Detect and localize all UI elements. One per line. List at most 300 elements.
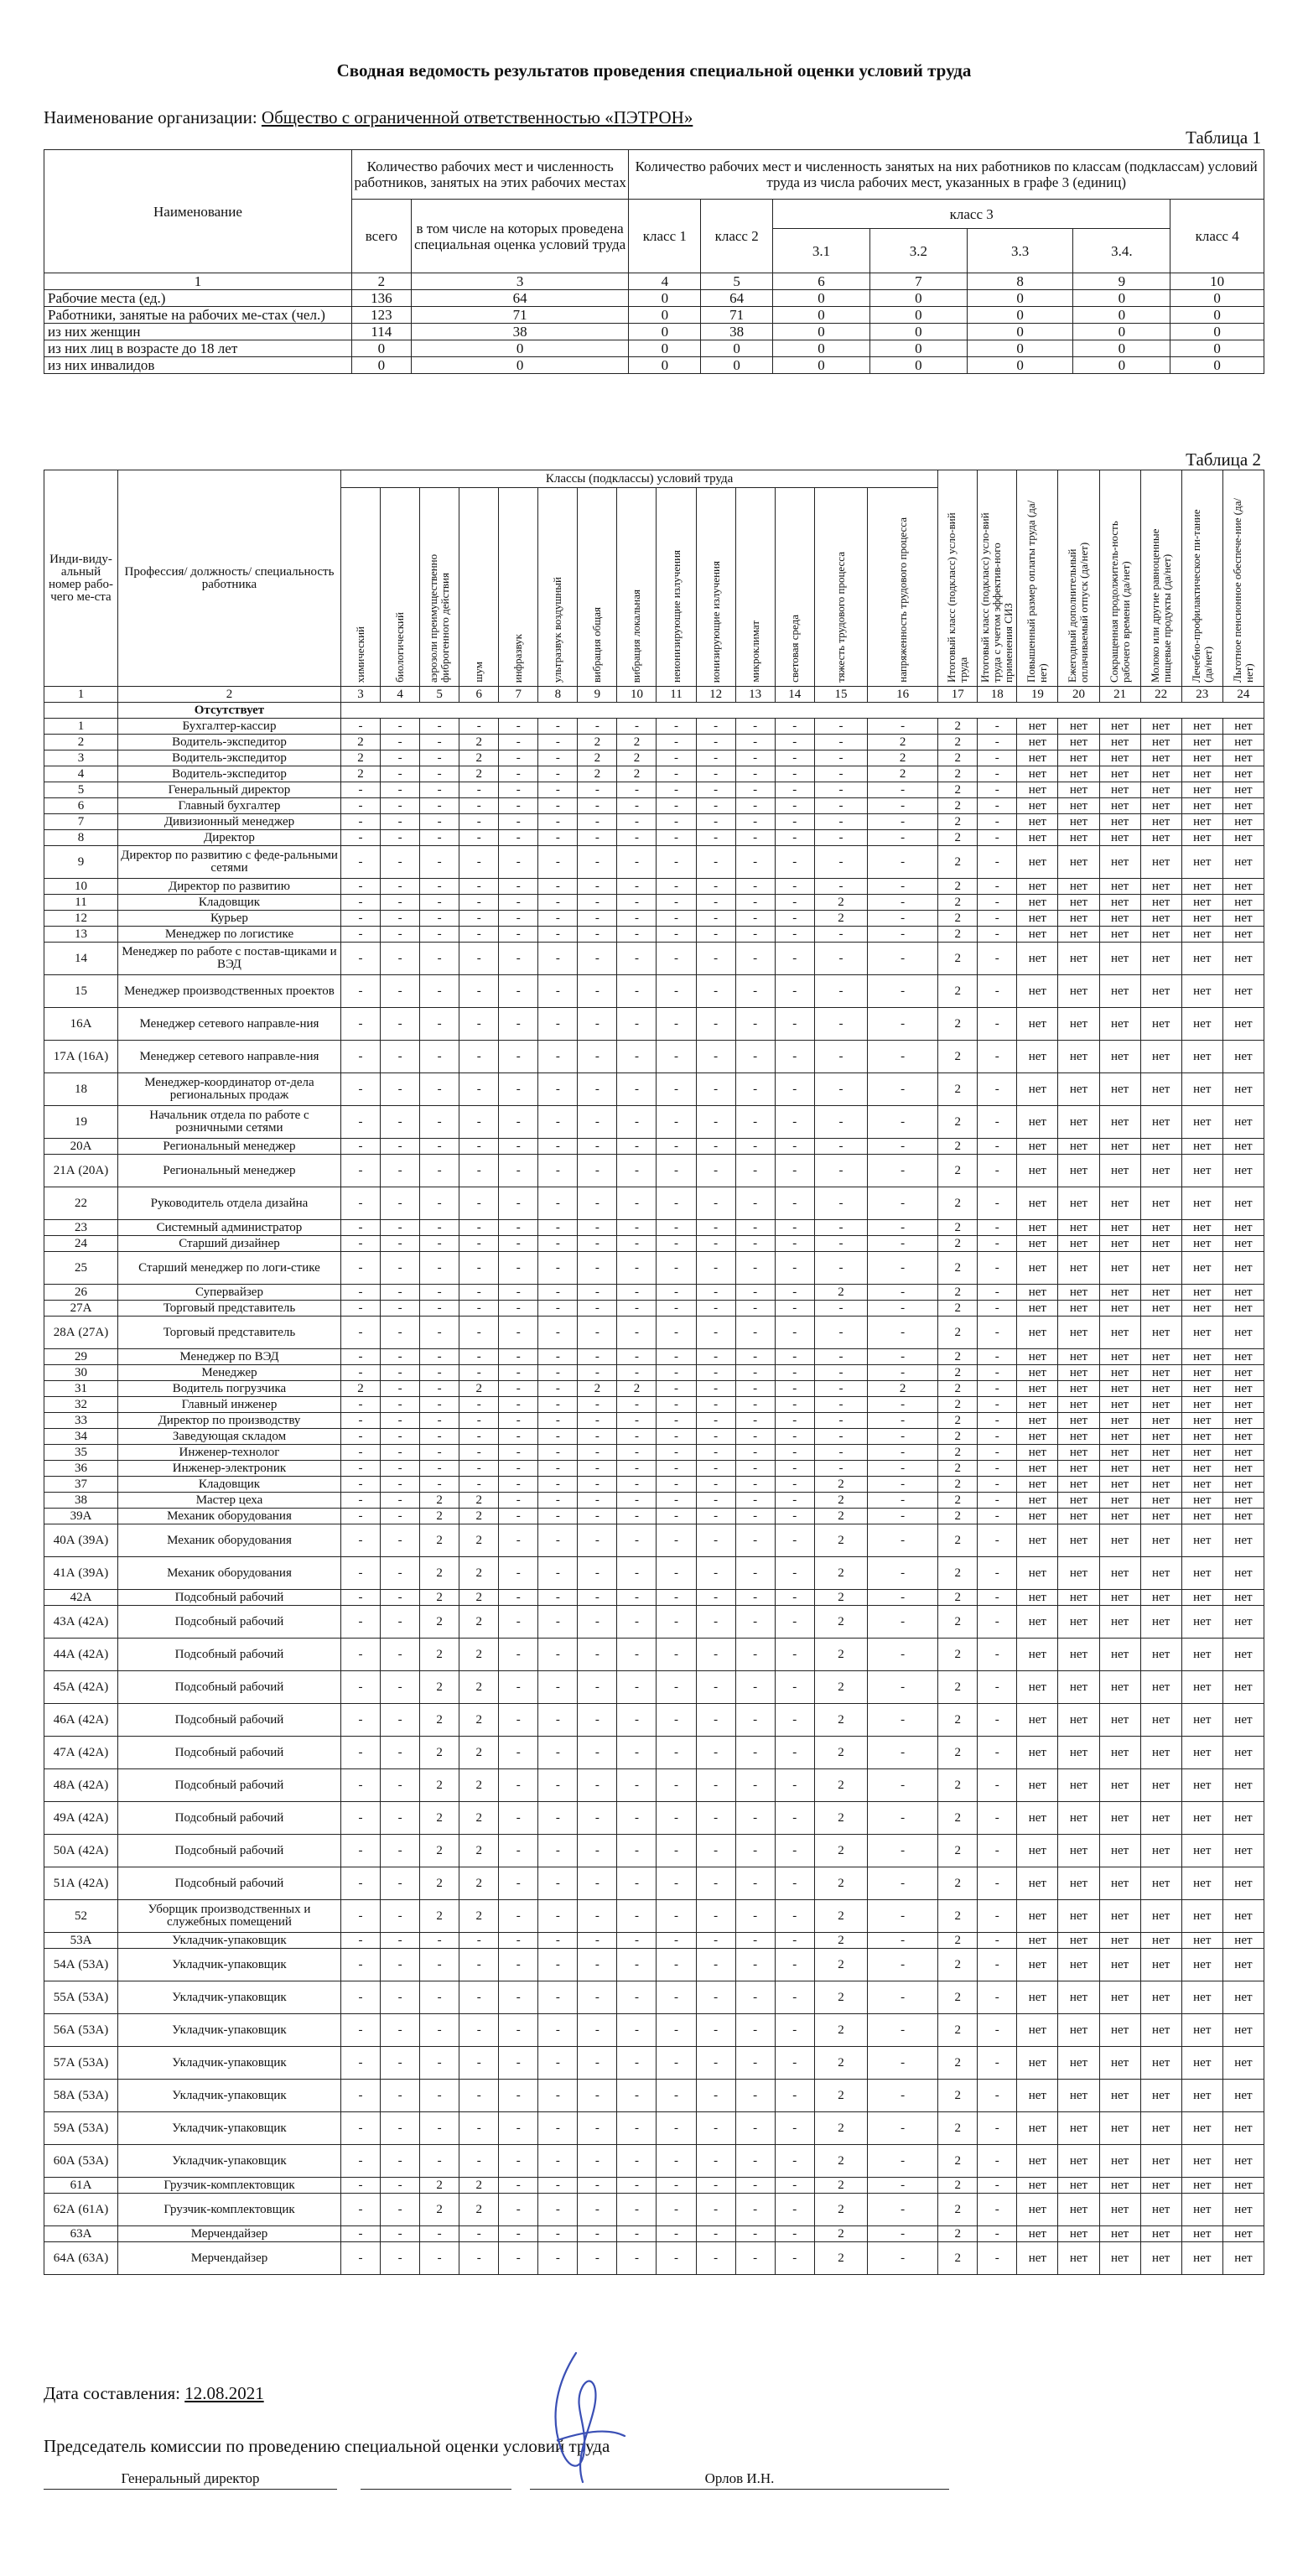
t2-cell: нет <box>1140 1381 1181 1397</box>
t2-workplace-num: 38 <box>44 1493 118 1509</box>
t2-workplace-num: 64А (63А) <box>44 2242 118 2275</box>
t2-cell: - <box>578 1461 617 1477</box>
t2-cell: нет <box>1140 2242 1181 2275</box>
t2-workplace-num: 49А (42А) <box>44 1802 118 1835</box>
t2-cell: - <box>978 1867 1017 1900</box>
t2-cell: - <box>617 1349 657 1365</box>
t2-cell: нет <box>1181 975 1222 1008</box>
t2-cell: нет <box>1140 750 1181 766</box>
t1-cell: 0 <box>869 340 967 357</box>
t2-cell: - <box>340 1769 380 1802</box>
t2-cell: нет <box>1181 1073 1222 1106</box>
t2-workplace-num: 44А (42А) <box>44 1639 118 1671</box>
t2-profession: Мерчендайзер <box>117 2226 340 2242</box>
t2-cell: нет <box>1058 1236 1099 1252</box>
t1-colnum: 5 <box>701 273 773 290</box>
t2-cell: - <box>578 1933 617 1949</box>
t2-cell: нет <box>1017 1317 1058 1349</box>
t2-cell: - <box>578 1041 617 1073</box>
t2-cell: нет <box>1099 895 1140 911</box>
t2-cell: - <box>381 911 420 927</box>
t2-cell: 2 <box>938 1349 978 1365</box>
t2-cell: - <box>696 1737 735 1769</box>
t2-cell: - <box>617 719 657 735</box>
t2-cell: - <box>814 1155 867 1187</box>
t2-cell: 2 <box>578 1381 617 1397</box>
t2-cell: нет <box>1058 1509 1099 1524</box>
t2-cell: - <box>420 1461 459 1477</box>
t2-cell: - <box>538 943 578 975</box>
t2-profession: Водитель-экспедитор <box>117 766 340 782</box>
t2-cell: - <box>657 1493 696 1509</box>
t2-cell: - <box>868 846 938 879</box>
t2-workplace-num: 24 <box>44 1236 118 1252</box>
t2-cell: - <box>868 1349 938 1365</box>
t2-cell: нет <box>1099 2178 1140 2194</box>
t2-cell: - <box>657 911 696 927</box>
t2-cell: 2 <box>938 2047 978 2080</box>
t2-cell: - <box>538 1671 578 1704</box>
t2-workplace-num: 62А (61А) <box>44 2194 118 2226</box>
t2-cell: - <box>459 2080 499 2112</box>
t2-cell: - <box>696 1981 735 2014</box>
t2-cell: - <box>459 1139 499 1155</box>
t2-cell: нет <box>1222 1493 1264 1509</box>
t2-cell: нет <box>1058 2080 1099 2112</box>
t2-cell: нет <box>1099 1671 1140 1704</box>
t2-cell: нет <box>1140 2194 1181 2226</box>
t2-cell: - <box>775 2178 814 2194</box>
t1-cell: 0 <box>967 290 1073 307</box>
t2-cell: - <box>381 1557 420 1590</box>
t2-cell: нет <box>1222 814 1264 830</box>
t2-cell: 2 <box>420 1590 459 1606</box>
t2-cell: нет <box>1222 1477 1264 1493</box>
t2-profession: Мерчендайзер <box>117 2242 340 2275</box>
t2-cell: нет <box>1222 750 1264 766</box>
t2-vlabel-8: вибрация локальная <box>630 589 643 683</box>
table-row <box>44 1073 1264 1106</box>
t2-cell: нет <box>1140 911 1181 927</box>
t2-workplace-num: 42А <box>44 1590 118 1606</box>
t2-cell: - <box>499 1949 538 1981</box>
t2-profession: Подсобный рабочий <box>117 1835 340 1867</box>
t2-cell: нет <box>1181 830 1222 846</box>
t2-cell: - <box>578 1301 617 1317</box>
t2-cell: - <box>420 879 459 895</box>
t2-cell: нет <box>1017 1413 1058 1429</box>
t2-factor-header <box>381 488 420 687</box>
t2-vlabel-7: вибрация общая <box>590 607 604 683</box>
t2-cell: - <box>735 846 775 879</box>
t2-profession: Руководитель отдела дизайна <box>117 1187 340 1220</box>
t2-profession: Подсобный рабочий <box>117 1590 340 1606</box>
t2-cell: нет <box>1140 2178 1181 2194</box>
t2-cell: - <box>657 1073 696 1106</box>
t2-cell: нет <box>1181 2112 1222 2145</box>
t2-cell: нет <box>1222 1737 1264 1769</box>
t2-cell: нет <box>1058 1704 1099 1737</box>
t2-workplace-num: 18 <box>44 1073 118 1106</box>
t2-cell: нет <box>1181 1381 1222 1397</box>
t2-profession: Мастер цеха <box>117 1493 340 1509</box>
t2-cell: - <box>735 895 775 911</box>
t2-workplace-num: 55А (53А) <box>44 1981 118 2014</box>
t2-profession: Бухгалтер-кассир <box>117 719 340 735</box>
t1-cell: 0 <box>629 290 701 307</box>
t2-cell: - <box>696 1349 735 1365</box>
t2-cell: - <box>538 1981 578 2014</box>
t2-colnum: 17 <box>938 687 978 703</box>
t2-cell: нет <box>1017 1220 1058 1236</box>
t2-cell: - <box>978 782 1017 798</box>
t2-cell: - <box>617 1737 657 1769</box>
t2-cell: - <box>499 735 538 750</box>
t2-cell: нет <box>1017 830 1058 846</box>
t2-cell: - <box>578 1867 617 1900</box>
table-row <box>44 814 1264 830</box>
t2-cell: - <box>868 1397 938 1413</box>
t2-cell: нет <box>1017 1445 1058 1461</box>
t2-cell: 2 <box>814 1867 867 1900</box>
t2-cell: нет <box>1099 1349 1140 1365</box>
t2-cell: - <box>617 927 657 943</box>
t2-cell: - <box>381 1220 420 1236</box>
t2-cell: - <box>340 719 380 735</box>
t2-cell: - <box>381 1606 420 1639</box>
t2-workplace-num: 40А (39А) <box>44 1524 118 1557</box>
t2-cell: нет <box>1099 1429 1140 1445</box>
t2-cell: - <box>978 1704 1017 1737</box>
t2-cell: - <box>978 1285 1017 1301</box>
t2-cell: - <box>696 2145 735 2178</box>
t2-factor-header <box>459 488 499 687</box>
t2-cell: - <box>420 1301 459 1317</box>
t2-cell: - <box>775 782 814 798</box>
t2-profession: Укладчик-упаковщик <box>117 1981 340 2014</box>
t2-vlabel-11: микроклимат <box>748 621 761 683</box>
t2-cell: - <box>775 1220 814 1236</box>
t2-cell: - <box>340 830 380 846</box>
t2-cell: нет <box>1181 814 1222 830</box>
t2-cell: нет <box>1017 1590 1058 1606</box>
t2-colnum: 5 <box>420 687 459 703</box>
t2-cell: нет <box>1058 2178 1099 2194</box>
t2-cell: 2 <box>814 1900 867 1933</box>
t2-cell: - <box>538 2014 578 2047</box>
table-row <box>44 2226 1264 2242</box>
t2-cell: - <box>735 975 775 1008</box>
t2-cell: - <box>868 1139 938 1155</box>
t2-cell: - <box>775 2014 814 2047</box>
t2-cell: 2 <box>938 719 978 735</box>
t2-cell: - <box>578 1008 617 1041</box>
t2-cell: нет <box>1099 814 1140 830</box>
t2-cell: - <box>538 750 578 766</box>
t2-cell: - <box>657 1301 696 1317</box>
t2-cell: нет <box>1222 1008 1264 1041</box>
t2-cell: - <box>538 1301 578 1317</box>
t2-cell: нет <box>1222 1349 1264 1365</box>
t2-cell: - <box>978 1106 1017 1139</box>
table-row <box>44 324 1264 340</box>
t2-cell: - <box>617 1301 657 1317</box>
table-row <box>44 1041 1264 1073</box>
t2-cell: - <box>381 1139 420 1155</box>
t2-workplace-num: 63А <box>44 2226 118 2242</box>
t2-cell: - <box>868 2112 938 2145</box>
t2-section-label: Отсутствует <box>117 703 340 719</box>
t2-cell: нет <box>1099 735 1140 750</box>
t2-cell: 2 <box>938 782 978 798</box>
t2-cell: - <box>696 1365 735 1381</box>
t1-cell: 71 <box>411 307 629 324</box>
t2-cell: - <box>381 719 420 735</box>
t2-cell: - <box>538 1524 578 1557</box>
t1-row-label: из них инвалидов <box>44 357 352 374</box>
t2-cell: нет <box>1222 943 1264 975</box>
t2-cell: - <box>340 1557 380 1590</box>
t2-cell: - <box>978 2242 1017 2275</box>
table2 <box>44 470 1264 2275</box>
t2-cell: - <box>381 1252 420 1285</box>
t2-cell: - <box>657 1381 696 1397</box>
t2-cell: нет <box>1058 1639 1099 1671</box>
organization-line <box>44 107 693 128</box>
t2-cell: - <box>538 1590 578 1606</box>
t2-cell: - <box>578 2112 617 2145</box>
t2-cell: нет <box>1222 1933 1264 1949</box>
t2-cell: - <box>814 750 867 766</box>
t2-cell: нет <box>1181 927 1222 943</box>
t2-cell: - <box>499 1317 538 1349</box>
t2-cell: - <box>657 1867 696 1900</box>
t2-profession: Грузчик-комплектовщик <box>117 2178 340 2194</box>
t2-cell: - <box>538 1606 578 1639</box>
t2-cell: - <box>657 1349 696 1365</box>
t2-cell: - <box>775 1365 814 1381</box>
t2-cell: - <box>657 1008 696 1041</box>
t2-cell: 2 <box>814 1493 867 1509</box>
t2-cell: - <box>617 2080 657 2112</box>
t2-workplace-num: 57А (53А) <box>44 2047 118 2080</box>
t2-cell: нет <box>1181 1285 1222 1301</box>
t2-cell: - <box>499 943 538 975</box>
t2-cell: 2 <box>938 927 978 943</box>
t2-cell: - <box>617 1769 657 1802</box>
t2-cell: - <box>735 2047 775 2080</box>
t2-cell: нет <box>1181 846 1222 879</box>
t2-cell: - <box>775 1802 814 1835</box>
t2-cell: - <box>381 1867 420 1900</box>
t2-cell: - <box>381 2047 420 2080</box>
t2-cell: 2 <box>814 1639 867 1671</box>
t2-cell: нет <box>1099 2145 1140 2178</box>
t2-cell: нет <box>1099 1139 1140 1155</box>
t1-cell: 0 <box>773 290 870 307</box>
t2-cell: нет <box>1017 1041 1058 1073</box>
table-row <box>44 2014 1264 2047</box>
t2-cell: нет <box>1017 750 1058 766</box>
t2-cell: - <box>868 2014 938 2047</box>
t2-cell: - <box>735 1041 775 1073</box>
table-row <box>44 879 1264 895</box>
t2-cell: - <box>617 2145 657 2178</box>
t2-header-pension <box>1222 470 1264 687</box>
t2-cell: - <box>499 2080 538 2112</box>
t2-cell: нет <box>1058 1477 1099 1493</box>
t2-cell: - <box>578 1981 617 2014</box>
t2-cell: - <box>696 2014 735 2047</box>
t2-cell: - <box>420 1349 459 1365</box>
t2-cell: нет <box>1181 750 1222 766</box>
t2-cell: - <box>340 1155 380 1187</box>
t2-cell: - <box>459 1349 499 1365</box>
t2-cell: нет <box>1140 1349 1181 1365</box>
t2-cell: - <box>696 1220 735 1236</box>
t1-cell: 0 <box>701 340 773 357</box>
t2-profession: Водитель-экспедитор <box>117 750 340 766</box>
t2-cell: - <box>978 2014 1017 2047</box>
t2-cell: 2 <box>938 1236 978 1252</box>
t2-cell: - <box>978 1073 1017 1106</box>
t2-cell: 2 <box>459 1900 499 1933</box>
table-row <box>44 1606 1264 1639</box>
t2-cell: - <box>340 1590 380 1606</box>
organization-label: Наименование организации: <box>44 107 257 127</box>
t2-cell: - <box>617 1073 657 1106</box>
t2-cell: нет <box>1222 1606 1264 1639</box>
t2-cell: - <box>775 1413 814 1429</box>
t2-cell: - <box>978 1236 1017 1252</box>
t2-cell: 2 <box>814 2242 867 2275</box>
t2-cell: нет <box>1181 1365 1222 1381</box>
t2-cell: нет <box>1222 1317 1264 1349</box>
t1-header-classes: Количество рабочих мест и численность занятых на них работников по классам (подклассам) условий труда из числа рабочих мест, указанных в графе 3 (единиц) <box>629 150 1264 200</box>
t2-cell: - <box>814 719 867 735</box>
t2-cell: - <box>381 830 420 846</box>
t2-cell: нет <box>1140 1252 1181 1285</box>
t2-cell: - <box>775 1557 814 1590</box>
t2-cell: - <box>617 1041 657 1073</box>
t2-cell: 2 <box>938 895 978 911</box>
t2-cell: 2 <box>420 1737 459 1769</box>
t2-cell: 2 <box>420 2194 459 2226</box>
t2-cell: - <box>499 1073 538 1106</box>
t2-cell: нет <box>1222 2178 1264 2194</box>
t2-cell: - <box>381 975 420 1008</box>
t2-vlabel-22: Льготное пенсионное обеспече-ние (да/нет) <box>1230 497 1255 683</box>
t2-cell: - <box>814 927 867 943</box>
t2-workplace-num: 2 <box>44 735 118 750</box>
t2-cell: нет <box>1222 1365 1264 1381</box>
t2-cell: - <box>499 798 538 814</box>
t2-cell: - <box>340 2112 380 2145</box>
t2-cell: 2 <box>814 1737 867 1769</box>
t2-workplace-num: 4 <box>44 766 118 782</box>
t2-profession: Торговый представитель <box>117 1301 340 1317</box>
t2-cell: 2 <box>420 1493 459 1509</box>
t2-cell: - <box>578 1737 617 1769</box>
t2-cell: - <box>735 1236 775 1252</box>
t2-cell: - <box>657 1041 696 1073</box>
t2-cell: - <box>775 1933 814 1949</box>
t2-cell: нет <box>1222 1867 1264 1900</box>
t2-cell: 2 <box>814 1769 867 1802</box>
t2-cell: - <box>499 1397 538 1413</box>
t2-cell: нет <box>1140 1461 1181 1477</box>
t2-cell: нет <box>1222 766 1264 782</box>
t2-cell: - <box>978 1557 1017 1590</box>
t2-cell: 2 <box>938 1639 978 1671</box>
t2-cell: 2 <box>938 766 978 782</box>
t2-cell: - <box>978 1493 1017 1509</box>
t2-cell: - <box>340 2014 380 2047</box>
t2-cell: - <box>775 750 814 766</box>
t2-cell: - <box>868 1493 938 1509</box>
t1-cell: 0 <box>869 307 967 324</box>
table-row <box>44 750 1264 766</box>
t2-cell: - <box>775 1867 814 1900</box>
t2-cell: - <box>978 798 1017 814</box>
table-row <box>44 1493 1264 1509</box>
t2-cell: - <box>696 1900 735 1933</box>
t2-cell: 2 <box>938 814 978 830</box>
t2-cell: нет <box>1140 766 1181 782</box>
t2-cell: - <box>696 830 735 846</box>
t2-cell: нет <box>1017 879 1058 895</box>
t2-cell: нет <box>1181 1835 1222 1867</box>
t2-cell: - <box>735 1106 775 1139</box>
t2-cell: нет <box>1058 1802 1099 1835</box>
t2-workplace-num: 19 <box>44 1106 118 1139</box>
t2-cell: - <box>696 1073 735 1106</box>
t2-cell: нет <box>1181 1429 1222 1445</box>
t2-cell: 2 <box>938 1509 978 1524</box>
t2-cell: - <box>420 2080 459 2112</box>
t2-cell: - <box>459 2047 499 2080</box>
t2-cell: - <box>578 2178 617 2194</box>
t2-cell: - <box>735 1461 775 1477</box>
t2-cell: нет <box>1222 1397 1264 1413</box>
t2-cell: - <box>459 1187 499 1220</box>
t2-cell: - <box>735 1413 775 1429</box>
t2-cell: - <box>617 1933 657 1949</box>
t2-workplace-num: 26 <box>44 1285 118 1301</box>
t2-cell: - <box>499 911 538 927</box>
t2-cell: нет <box>1017 1381 1058 1397</box>
t2-cell: нет <box>1017 2145 1058 2178</box>
t2-cell: 2 <box>459 750 499 766</box>
t2-cell: 2 <box>814 1704 867 1737</box>
table-row <box>44 2112 1264 2145</box>
t2-cell: - <box>775 1187 814 1220</box>
t2-cell: - <box>617 1671 657 1704</box>
t2-cell: - <box>868 1704 938 1737</box>
t2-cell: - <box>814 1220 867 1236</box>
t2-cell: - <box>657 1445 696 1461</box>
t2-cell: нет <box>1058 1397 1099 1413</box>
t2-cell: нет <box>1017 2080 1058 2112</box>
t1-cell: 64 <box>411 290 629 307</box>
t2-cell: нет <box>1058 911 1099 927</box>
t2-cell: нет <box>1181 879 1222 895</box>
t2-cell: - <box>538 1187 578 1220</box>
t1-header-total: всего <box>351 200 411 273</box>
t2-cell: - <box>538 1381 578 1397</box>
table-row <box>44 1867 1264 1900</box>
t2-cell: - <box>538 911 578 927</box>
